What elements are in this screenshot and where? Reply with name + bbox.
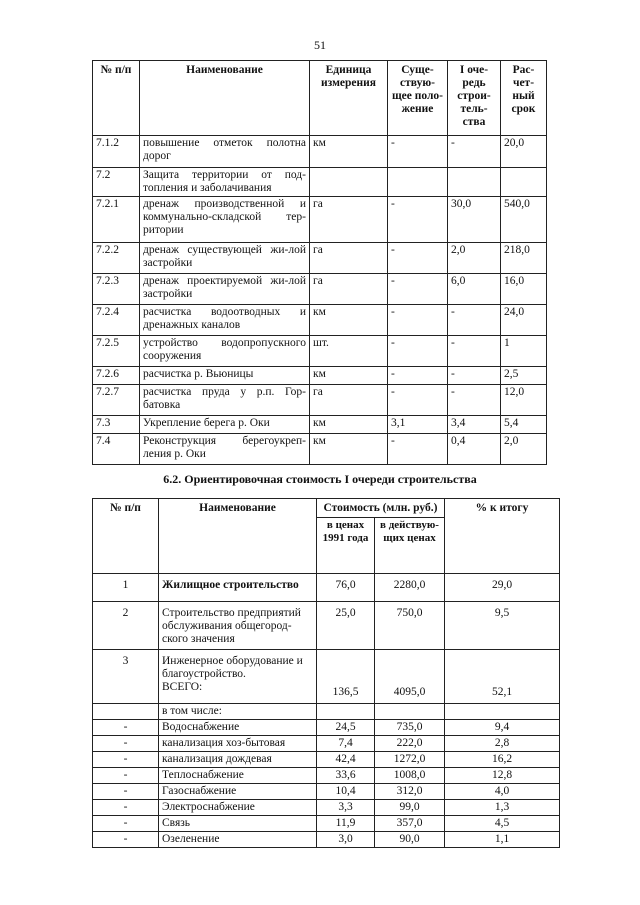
cell-pct: 9,5 bbox=[445, 602, 560, 650]
col-header-existing: Суще-ствую-щее поло-жение bbox=[388, 61, 448, 136]
cell-unit: км bbox=[310, 136, 388, 168]
cell-name-text: Инженерное оборудование и благоустройство. bbox=[162, 655, 303, 680]
cell-pct bbox=[445, 704, 560, 720]
cell-unit bbox=[310, 168, 388, 197]
cell-existing: - bbox=[388, 336, 448, 367]
cell-existing: 3,1 bbox=[388, 416, 448, 434]
cell-p1991: 42,4 bbox=[317, 752, 375, 768]
cell-p1991: 10,4 bbox=[317, 784, 375, 800]
cell-num: 7.2.7 bbox=[93, 385, 140, 416]
cell-pct: 4,5 bbox=[445, 816, 560, 832]
cell-name bbox=[159, 816, 317, 832]
cell-num: 7.3 bbox=[93, 416, 140, 434]
cell-term: 540,0 bbox=[501, 197, 547, 243]
table-row bbox=[93, 136, 547, 168]
cell-pcur: 90,0 bbox=[375, 832, 445, 848]
cell-num: 7.2.3 bbox=[93, 274, 140, 305]
cell-name-text: Водоснабжение bbox=[162, 721, 240, 733]
cell-name bbox=[159, 704, 317, 720]
cell-p1991: 7,4 bbox=[317, 736, 375, 752]
table-row bbox=[93, 650, 560, 704]
cell-name bbox=[159, 784, 317, 800]
cell-stage1: 30,0 bbox=[448, 197, 501, 243]
cell-name: расчистка р. Вьюницы bbox=[140, 367, 310, 385]
cell-unit: га bbox=[310, 197, 388, 243]
cell-pcur: 312,0 bbox=[375, 784, 445, 800]
cell-unit: км bbox=[310, 434, 388, 465]
cell-term: 218,0 bbox=[501, 243, 547, 274]
cell-stage1: 2,0 bbox=[448, 243, 501, 274]
cell-num: 7.2.4 bbox=[93, 305, 140, 336]
cell-stage1 bbox=[448, 168, 501, 197]
cell-name: расчистка пруда у р.п. Гор-батовка bbox=[140, 385, 310, 416]
cell-name bbox=[159, 752, 317, 768]
cell-p1991: 3,3 bbox=[317, 800, 375, 816]
cell-num: - bbox=[93, 768, 159, 784]
cell-name-text: канализация дождевая bbox=[162, 753, 272, 765]
cell-p1991: 76,0 bbox=[317, 574, 375, 602]
cell-existing: - bbox=[388, 243, 448, 274]
cell-unit: км bbox=[310, 416, 388, 434]
page-number: 51 bbox=[314, 38, 326, 52]
cell-num: 7.2.1 bbox=[93, 197, 140, 243]
cell-name-text: Строительство предприятий обслуживания общегород-ского значения bbox=[162, 607, 301, 645]
cell-stage1: - bbox=[448, 336, 501, 367]
table-header-row bbox=[93, 61, 547, 136]
cell-stage1: - bbox=[448, 367, 501, 385]
table-row bbox=[93, 832, 560, 848]
cell-name bbox=[159, 720, 317, 736]
cell-existing: - bbox=[388, 385, 448, 416]
cell-stage1: 6,0 bbox=[448, 274, 501, 305]
cell-p1991: 25,0 bbox=[317, 602, 375, 650]
cell-num: - bbox=[93, 720, 159, 736]
table-row bbox=[93, 816, 560, 832]
cell-name: дренаж существующей жи-лой застройки bbox=[140, 243, 310, 274]
cell-term: 2,0 bbox=[501, 434, 547, 465]
cell-pct: 1,3 bbox=[445, 800, 560, 816]
cell-name-text: Теплоснабжение bbox=[162, 769, 244, 781]
cell-p1991: 136,5 bbox=[317, 650, 375, 704]
cell-stage1: - bbox=[448, 305, 501, 336]
table-row bbox=[93, 243, 547, 274]
table-row bbox=[93, 800, 560, 816]
cell-pct: 29,0 bbox=[445, 574, 560, 602]
cell-name bbox=[159, 574, 317, 602]
cell-name bbox=[159, 768, 317, 784]
cell-name bbox=[159, 602, 317, 650]
cell-p1991 bbox=[317, 704, 375, 720]
table-row bbox=[93, 720, 560, 736]
cell-total-label: ВСЕГО: bbox=[162, 681, 203, 693]
cell-name-text: Газоснабжение bbox=[162, 785, 237, 797]
table-row bbox=[93, 768, 560, 784]
cell-term bbox=[501, 168, 547, 197]
cell-pcur: 735,0 bbox=[375, 720, 445, 736]
cell-pcur: 1272,0 bbox=[375, 752, 445, 768]
col-header-name: Наименование bbox=[159, 499, 317, 574]
cell-pcur: 222,0 bbox=[375, 736, 445, 752]
table-row bbox=[93, 274, 547, 305]
col-header-cost-1991: в ценах 1991 года bbox=[317, 518, 375, 574]
col-header-name: Наименование bbox=[140, 61, 310, 136]
table-row bbox=[93, 416, 547, 434]
cell-stage1: - bbox=[448, 385, 501, 416]
cell-num bbox=[93, 704, 159, 720]
infrastructure-table bbox=[92, 60, 547, 465]
cell-name-text: Связь bbox=[162, 817, 191, 829]
section-title: 6.2. Ориентировочная стоимость I очереди строительства bbox=[163, 472, 477, 486]
table-row bbox=[93, 704, 560, 720]
table-header-row bbox=[93, 499, 560, 518]
cell-existing: - bbox=[388, 197, 448, 243]
cell-num: 1 bbox=[93, 574, 159, 602]
cell-pcur: 357,0 bbox=[375, 816, 445, 832]
cell-unit: км bbox=[310, 305, 388, 336]
cell-pct: 4,0 bbox=[445, 784, 560, 800]
table-row bbox=[93, 752, 560, 768]
cell-unit: га bbox=[310, 385, 388, 416]
cell-pcur: 1008,0 bbox=[375, 768, 445, 784]
cell-num: 3 bbox=[93, 650, 159, 704]
cell-num: 7.2.2 bbox=[93, 243, 140, 274]
col-header-percent: % к итогу bbox=[445, 499, 560, 574]
cell-existing: - bbox=[388, 136, 448, 168]
table-row bbox=[93, 367, 547, 385]
cell-term: 20,0 bbox=[501, 136, 547, 168]
cell-name: расчистка водоотводных и дренажных каналов bbox=[140, 305, 310, 336]
cell-pct: 52,1 bbox=[445, 650, 560, 704]
cell-term: 12,0 bbox=[501, 385, 547, 416]
cell-pct: 9,4 bbox=[445, 720, 560, 736]
cell-num: 7.4 bbox=[93, 434, 140, 465]
cell-p1991: 11,9 bbox=[317, 816, 375, 832]
cell-num: - bbox=[93, 800, 159, 816]
cell-term: 24,0 bbox=[501, 305, 547, 336]
cell-term: 5,4 bbox=[501, 416, 547, 434]
cell-name bbox=[159, 800, 317, 816]
cell-name-text: Озеленение bbox=[162, 833, 220, 845]
cell-term: 1 bbox=[501, 336, 547, 367]
cell-num: 7.2.5 bbox=[93, 336, 140, 367]
cell-num: 2 bbox=[93, 602, 159, 650]
cell-num: 7.2.6 bbox=[93, 367, 140, 385]
cell-existing: - bbox=[388, 274, 448, 305]
table-row bbox=[93, 168, 547, 197]
cell-name-text: в том числе: bbox=[162, 705, 222, 717]
cell-unit: шт. bbox=[310, 336, 388, 367]
cell-p1991: 33,6 bbox=[317, 768, 375, 784]
col-header-num: № п/п bbox=[93, 499, 159, 574]
cell-existing: - bbox=[388, 434, 448, 465]
table-row bbox=[93, 385, 547, 416]
cell-pcur: 2280,0 bbox=[375, 574, 445, 602]
cost-table bbox=[92, 498, 560, 848]
cell-pcur: 99,0 bbox=[375, 800, 445, 816]
col-header-cost: Стоимость (млн. руб.) bbox=[317, 499, 445, 518]
cell-name bbox=[159, 650, 317, 704]
table-row bbox=[93, 305, 547, 336]
cell-stage1: 0,4 bbox=[448, 434, 501, 465]
table-row bbox=[93, 197, 547, 243]
cell-term: 16,0 bbox=[501, 274, 547, 305]
cell-pcur bbox=[375, 704, 445, 720]
table-row bbox=[93, 784, 560, 800]
cell-p1991: 3,0 bbox=[317, 832, 375, 848]
table-row bbox=[93, 574, 560, 602]
cell-num: - bbox=[93, 752, 159, 768]
cell-num: - bbox=[93, 784, 159, 800]
cell-pct: 1,1 bbox=[445, 832, 560, 848]
cell-num: - bbox=[93, 736, 159, 752]
cell-name-text: канализация хоз-бытовая bbox=[162, 737, 286, 749]
cell-name bbox=[159, 832, 317, 848]
col-header-unit: Единица измерения bbox=[310, 61, 388, 136]
cell-name: устройство водопропускного сооружения bbox=[140, 336, 310, 367]
cell-term: 2,5 bbox=[501, 367, 547, 385]
cell-stage1: - bbox=[448, 136, 501, 168]
table-row bbox=[93, 434, 547, 465]
cell-name: повышение отметок полотна дорог bbox=[140, 136, 310, 168]
table-row bbox=[93, 602, 560, 650]
table-row bbox=[93, 336, 547, 367]
cell-num: 7.2 bbox=[93, 168, 140, 197]
cell-existing: - bbox=[388, 305, 448, 336]
cell-existing: - bbox=[388, 367, 448, 385]
col-header-num: № п/п bbox=[93, 61, 140, 136]
cell-name: дренаж проектируемой жи-лой застройки bbox=[140, 274, 310, 305]
cell-num: - bbox=[93, 832, 159, 848]
cell-unit: км bbox=[310, 367, 388, 385]
cell-pcur: 4095,0 bbox=[375, 650, 445, 704]
cell-name-text: Жилищное строительство bbox=[162, 579, 299, 591]
cell-name: дренаж производственной и коммунально-складской тер-ритории bbox=[140, 197, 310, 243]
cell-unit: га bbox=[310, 274, 388, 305]
cell-name: Укрепление берега р. Оки bbox=[140, 416, 310, 434]
col-header-cost-current: в действую-щих ценах bbox=[375, 518, 445, 574]
cell-pct: 2,8 bbox=[445, 736, 560, 752]
cell-pct: 12,8 bbox=[445, 768, 560, 784]
table-row bbox=[93, 736, 560, 752]
col-header-stage1: I оче-редь строи-тель-ства bbox=[448, 61, 501, 136]
cell-pcur: 750,0 bbox=[375, 602, 445, 650]
cell-name: Реконструкция берегоукреп-ления р. Оки bbox=[140, 434, 310, 465]
cell-num: - bbox=[93, 816, 159, 832]
cell-num: 7.1.2 bbox=[93, 136, 140, 168]
cell-stage1: 3,4 bbox=[448, 416, 501, 434]
cell-name-text: Электроснабжение bbox=[162, 801, 255, 813]
cell-p1991: 24,5 bbox=[317, 720, 375, 736]
cell-name bbox=[159, 736, 317, 752]
cell-name: Защита территории от под-топления и заболачивания bbox=[140, 168, 310, 197]
col-header-term: Рас-чет-ный срок bbox=[501, 61, 547, 136]
cell-existing bbox=[388, 168, 448, 197]
cell-unit: га bbox=[310, 243, 388, 274]
cell-pct: 16,2 bbox=[445, 752, 560, 768]
